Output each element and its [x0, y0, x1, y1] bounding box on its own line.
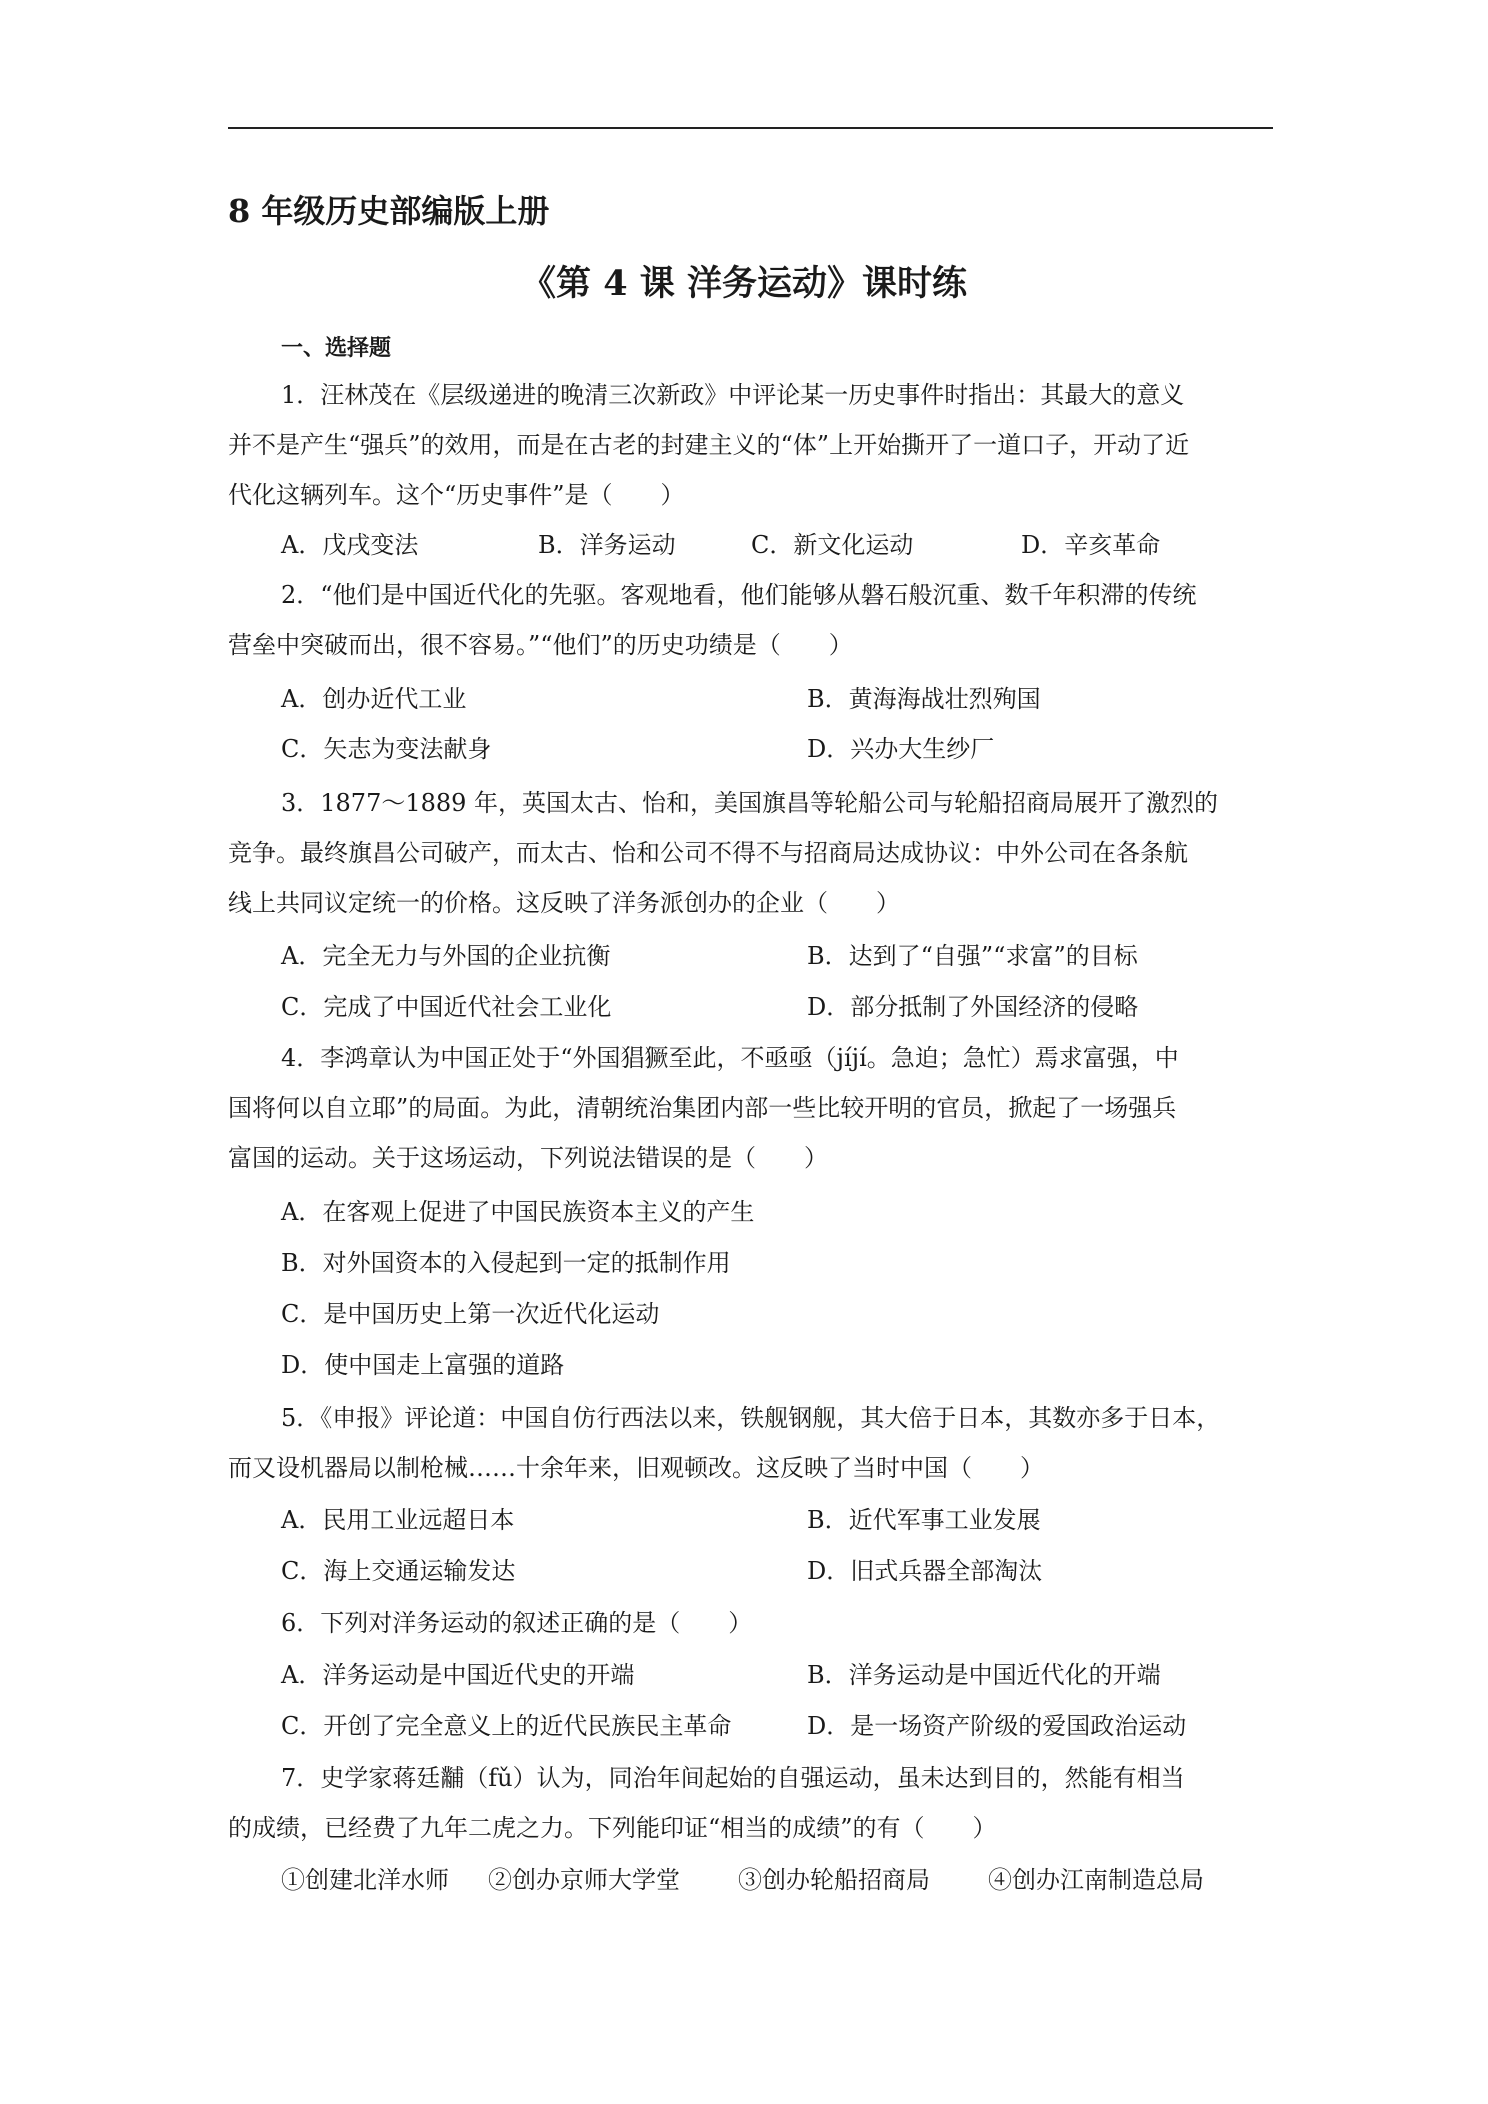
question-line: 并不是产生“强兵”的效用，而是在古老的封建主义的“体”上开始撕开了一道口子，开动了近	[228, 431, 1190, 459]
option-d[interactable]: D．旧式兵器全部淘汰	[807, 1557, 1043, 1585]
question-4-stem	[228, 1033, 1273, 1183]
question-line: 代化这辆列车。这个“历史事件”是（ ）	[228, 481, 685, 509]
option-c[interactable]: C．海上交通运输发达	[281, 1557, 516, 1585]
question-line: 富国的运动。关于这场运动，下列说法错误的是（ ）	[228, 1144, 828, 1172]
choice-item-3: ③创办轮船招商局	[738, 1866, 930, 1894]
question-line: 7．史学家蒋廷黼（fǔ）认为，同治年间起始的自强运动，虽未达到目的，然能有相当	[281, 1764, 1185, 1792]
page-title: 《第 4 课 洋务运动》课时练	[521, 263, 967, 304]
question-line: 营垒中突破而出，很不容易。”“他们”的历史功绩是（ ）	[228, 631, 853, 659]
option-c[interactable]: C．是中国历史上第一次近代化运动	[281, 1300, 660, 1328]
option-c[interactable]: C．矢志为变法献身	[281, 735, 492, 763]
option-d[interactable]: D．使中国走上富强的道路	[281, 1351, 565, 1379]
option-d[interactable]: D．部分抵制了外国经济的侵略	[807, 993, 1139, 1021]
question-2-stem	[228, 570, 1273, 670]
grade-label: 8 年级历史部编版上册	[228, 192, 550, 230]
question-7-stem	[228, 1753, 1273, 1853]
option-b[interactable]: B．近代军事工业发展	[807, 1506, 1041, 1534]
option-a[interactable]: A．创办近代工业	[281, 685, 467, 713]
option-c[interactable]: C．开创了完全意义上的近代民族民主革命	[281, 1712, 732, 1740]
option-a[interactable]: A．在客观上促进了中国民族资本主义的产生	[281, 1198, 755, 1226]
question-line: 1．汪林茂在《层级递进的晚清三次新政》中评论某一历史事件时指出：其最大的意义	[281, 381, 1185, 409]
option-b[interactable]: B．对外国资本的入侵起到一定的抵制作用	[281, 1249, 731, 1277]
option-a[interactable]: A．民用工业远超日本	[281, 1506, 515, 1534]
option-c[interactable]: C．完成了中国近代社会工业化	[281, 993, 612, 1021]
option-d[interactable]: D．兴办大生纱厂	[807, 735, 995, 763]
header-rule	[228, 127, 1273, 129]
question-3-stem	[228, 778, 1273, 928]
option-b[interactable]: B．达到了“自强”“求富”的目标	[807, 942, 1138, 970]
question-1-stem	[228, 370, 1273, 520]
question-line: 5．《申报》评论道：中国自仿行西法以来，铁舰钢舰，其大倍于日本，其数亦多于日本，	[281, 1404, 1221, 1432]
question-line: 线上共同议定统一的价格。这反映了洋务派创办的企业（ ）	[228, 889, 900, 917]
section-heading: 一、选择题	[281, 335, 392, 361]
option-d[interactable]: D．辛亥革命	[1021, 531, 1161, 559]
question-line: 国将何以自立耶”的局面。为此，清朝统治集团内部一些比较开明的官员，掀起了一场强兵	[228, 1094, 1177, 1122]
option-b[interactable]: B．洋务运动	[538, 531, 676, 559]
option-a[interactable]: A．洋务运动是中国近代史的开端	[281, 1661, 635, 1689]
question-6-stem	[228, 1598, 1273, 1648]
question-line: 2．“他们是中国近代化的先驱。客观地看，他们能够从磐石般沉重、数千年积滞的传统	[281, 581, 1197, 609]
question-line: 6．下列对洋务运动的叙述正确的是（ ）	[281, 1609, 753, 1637]
question-line: 的成绩，已经费了九年二虎之力。下列能印证“相当的成绩”的有（ ）	[228, 1814, 997, 1842]
choice-item-4: ④创办江南制造总局	[988, 1866, 1204, 1894]
question-line: 竞争。最终旗昌公司破产，而太古、怡和公司不得不与招商局达成协议：中外公司在各条航	[228, 839, 1188, 867]
question-5-stem	[228, 1393, 1273, 1493]
option-a[interactable]: A．完全无力与外国的企业抗衡	[281, 942, 611, 970]
choice-item-1: ①创建北洋水师	[281, 1866, 449, 1894]
question-line: 3．1877～1889 年，英国太古、怡和，美国旗昌等轮船公司与轮船招商局展开了激烈的	[281, 789, 1219, 817]
option-b[interactable]: B．洋务运动是中国近代化的开端	[807, 1661, 1161, 1689]
question-line: 而又设机器局以制枪械……十余年来，旧观顿改。这反映了当时中国（ ）	[228, 1454, 1044, 1482]
question-line: 4．李鸿章认为中国正处于“外国猖獗至此，不亟亟（jíjí。急迫；急忙）焉求富强，中	[281, 1044, 1179, 1072]
option-c[interactable]: C．新文化运动	[751, 531, 914, 559]
question-1-options	[281, 520, 1160, 570]
option-b[interactable]: B．黄海海战壮烈殉国	[807, 685, 1041, 713]
option-a[interactable]: A．戊戌变法	[281, 531, 419, 559]
choice-item-2: ②创办京师大学堂	[488, 1866, 680, 1894]
option-d[interactable]: D．是一场资产阶级的爱国政治运动	[807, 1712, 1187, 1740]
